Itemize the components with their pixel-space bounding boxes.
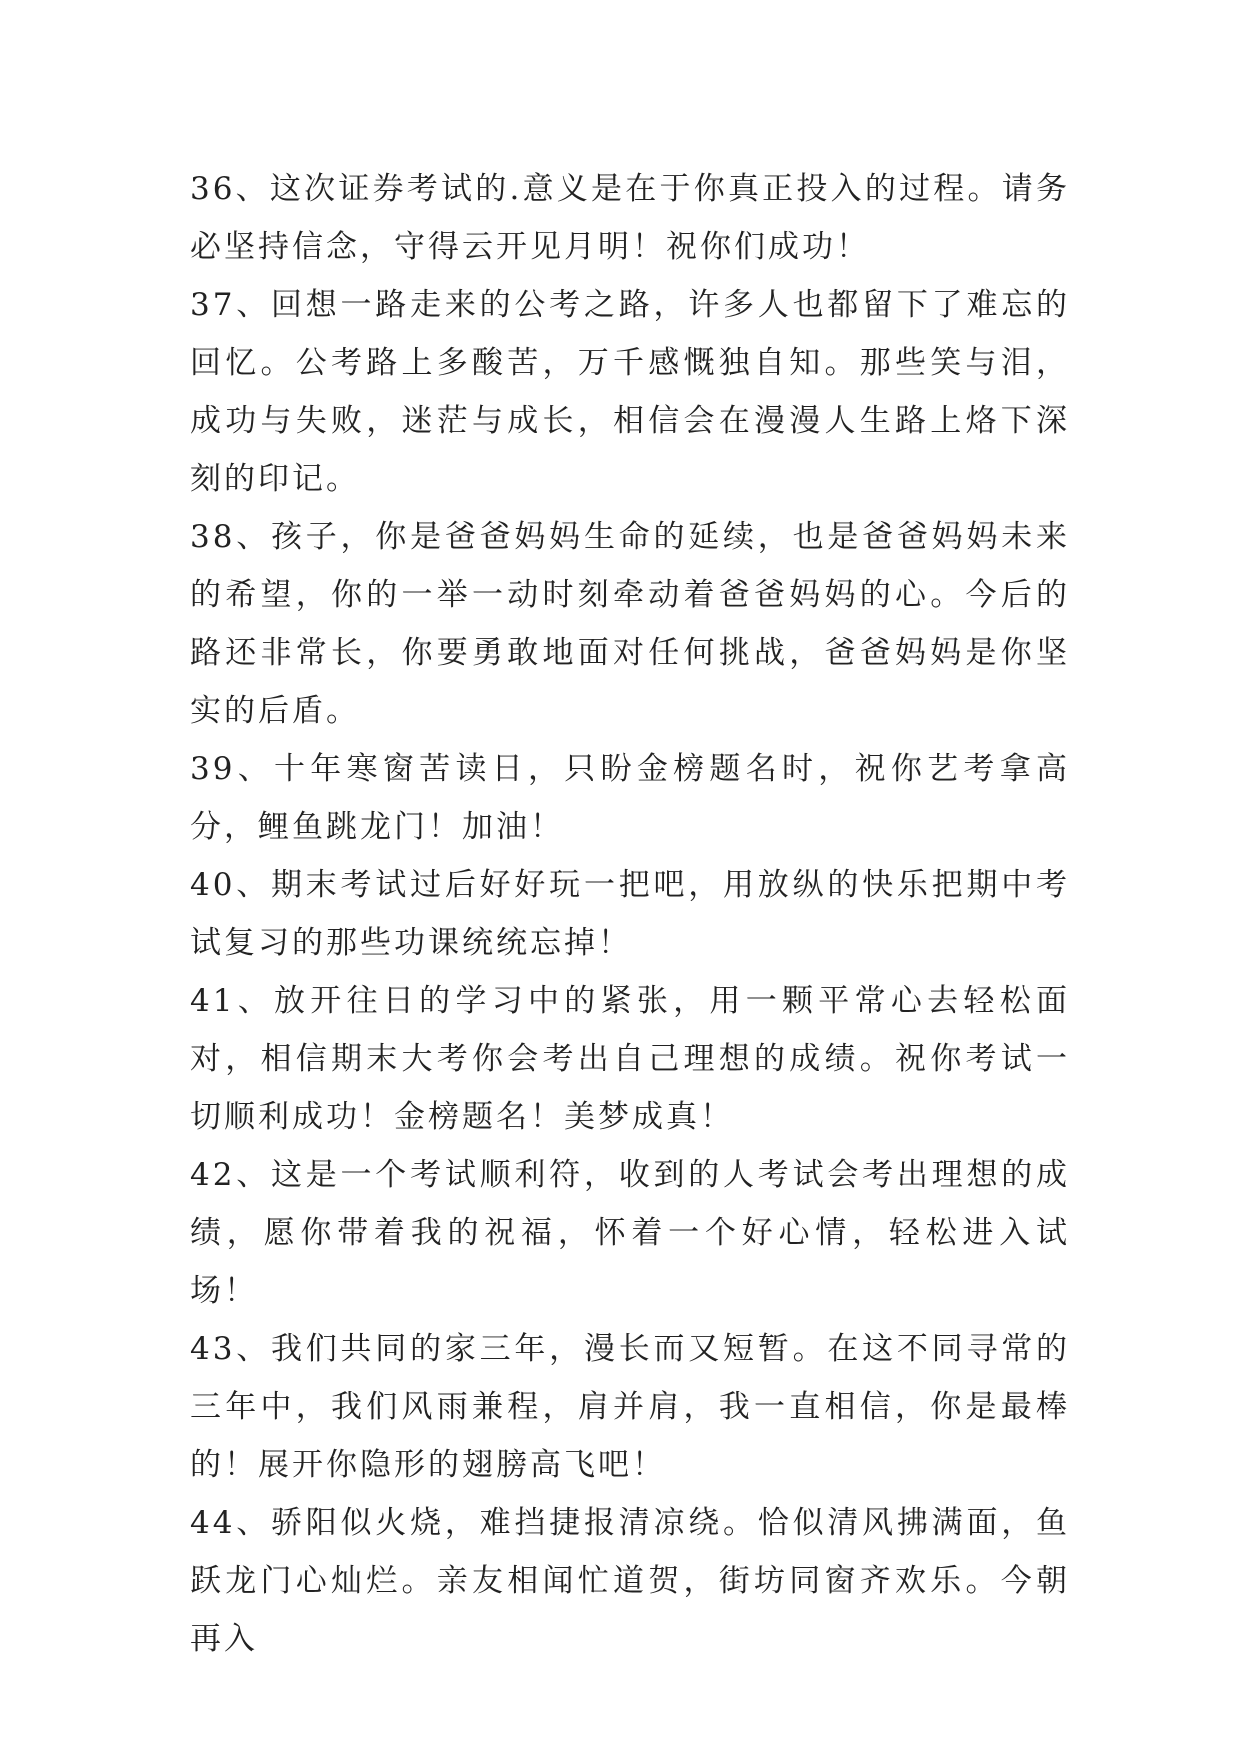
paragraph-44: 44、骄阳似火烧，难挡捷报清凉绕。恰似清风拂满面，鱼跃龙门心灿烂。亲友相闻忙道贺，街坊同窗齐欢乐。今朝再入: [190, 1505, 1070, 1657]
paragraph-37: 37、回想一路走来的公考之路，许多人也都留下了难忘的回忆。公考路上多酸苦，万千感慨独自知。那些笑与泪，成功与失败，迷茫与成长，相信会在漫漫人生路上烙下深刻的印记。: [190, 287, 1070, 497]
paragraph-39: 39、十年寒窗苦读日，只盼金榜题名时，祝你艺考拿高分，鲤鱼跳龙门！加油！: [190, 751, 1070, 845]
paragraph-38: 38、孩子，你是爸爸妈妈生命的延续，也是爸爸妈妈未来的希望，你的一举一动时刻牵动着爸爸妈妈的心。今后的路还非常长，你要勇敢地面对任何挑战，爸爸妈妈是你坚实的后盾。: [190, 519, 1070, 729]
paragraph-40: 40、期末考试过后好好玩一把吧，用放纵的快乐把期中考试复习的那些功课统统忘掉！: [190, 867, 1070, 961]
paragraph-41: 41、放开往日的学习中的紧张，用一颗平常心去轻松面对，相信期末大考你会考出自己理想的成绩。祝你考试一切顺利成功！金榜题名！美梦成真！: [190, 983, 1070, 1135]
paragraph-42: 42、这是一个考试顺利符，收到的人考试会考出理想的成绩，愿你带着我的祝福，怀着一个好心情，轻松进入试场！: [190, 1157, 1070, 1309]
paragraph-43: 43、我们共同的家三年，漫长而又短暂。在这不同寻常的三年中，我们风雨兼程，肩并肩，我一直相信，你是最棒的！展开你隐形的翅膀高飞吧！: [190, 1331, 1070, 1483]
document-body: [190, 160, 1070, 1668]
paragraph-36: 36、这次证券考试的.意义是在于你真正投入的过程。请务必坚持信念，守得云开见月明！祝你们成功！: [190, 171, 1070, 265]
